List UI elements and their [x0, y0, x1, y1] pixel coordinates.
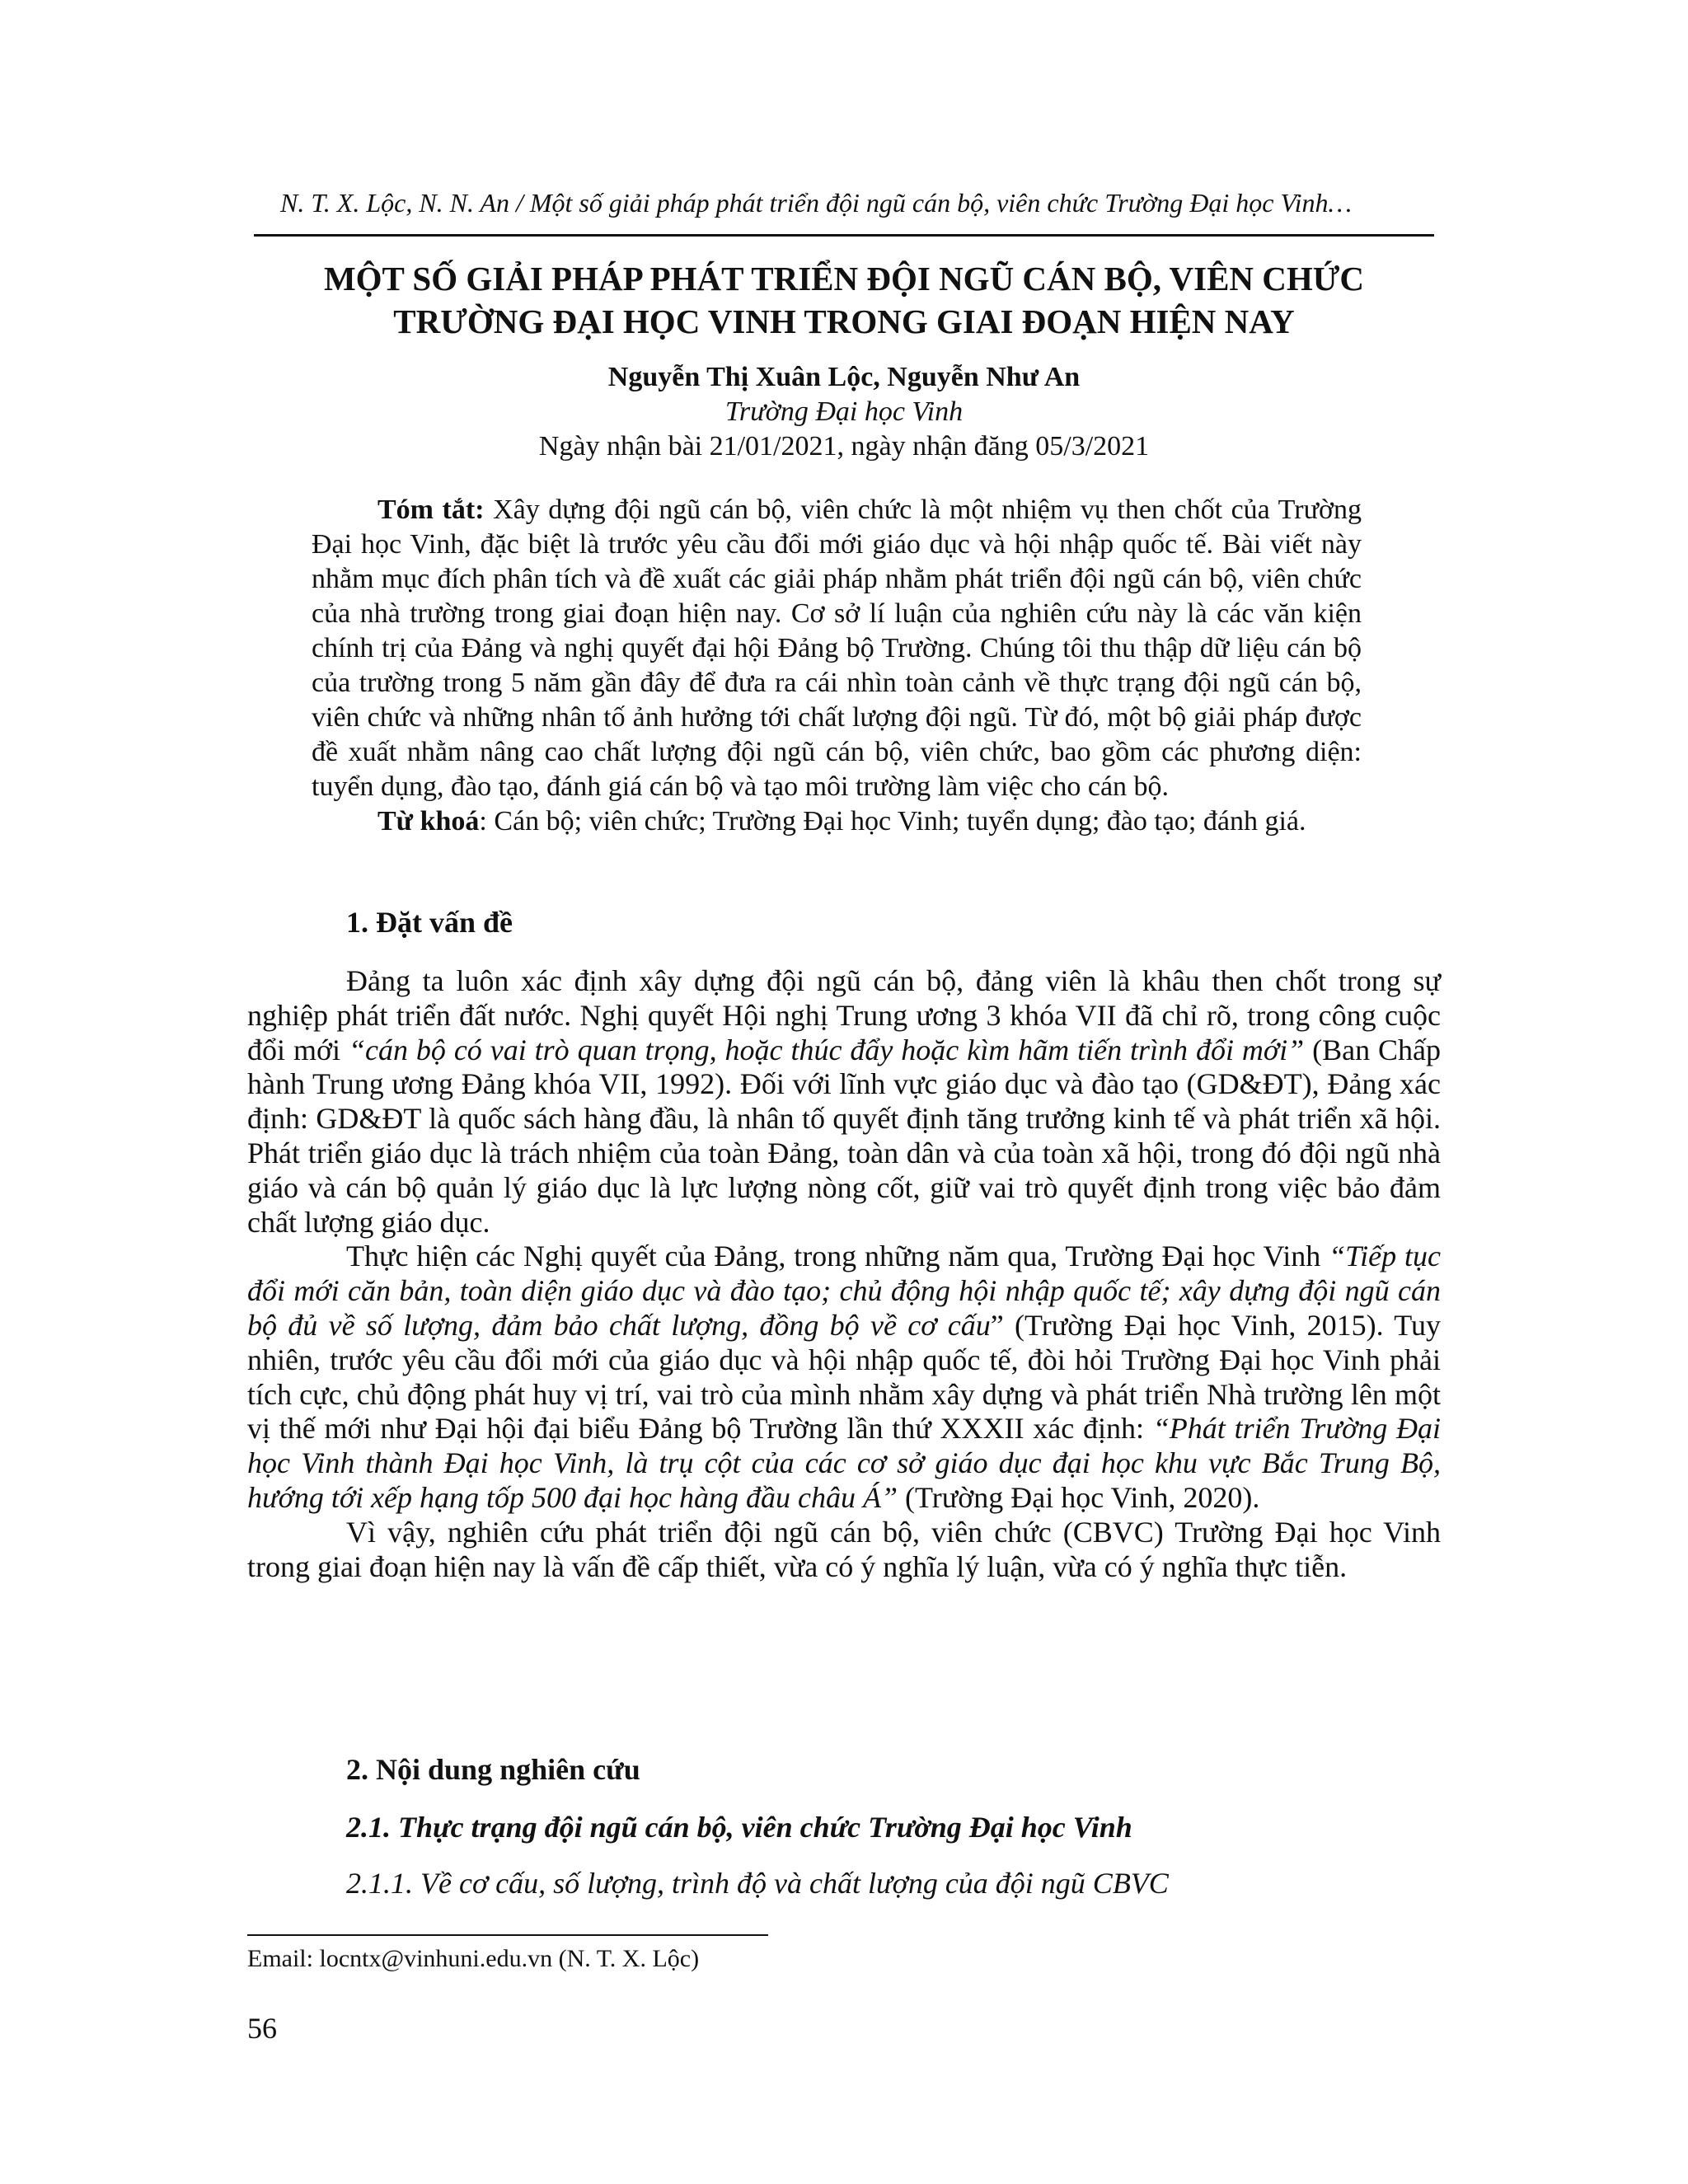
body-paragraph — [247, 1240, 1441, 1515]
running-head: N. T. X. Lộc, N. N. An / Một số giải pháp phát triển đội ngũ cán bộ, viên chức Trường Đại học Vinh… — [280, 188, 1352, 218]
p2-text-b: ” (Trường Đại học Vinh, 2015). Tuy nhiên, trước yêu cầu đổi mới của giáo dục và hội nhập quốc tế, đòi hỏi Trường Đại học Vinh phải tích cực, chủ động phát huy vị trí, vai trò của mình nhằm xây dựng và phát triển Nhà trường lên một vị thế mới như Đại hội đại biểu Đảng bộ Trường lần thứ XXXII xác định: — [247, 1308, 1441, 1446]
footnote-email: Email: locntx@vinhuni.edu.vn (N. T. X. Lộc) — [247, 1945, 700, 1972]
p1-quote: “cán bộ có vai trò quan trọng, hoặc thúc đẩy hoặc kìm hãm tiến trình đổi mới” — [348, 1033, 1305, 1066]
p2-quote-1: “Tiếp tục đổi mới căn bản, toàn diện giáo dục và đào tạo; chủ động hội nhập quốc tế; xây dựng đội ngũ cán bộ đủ về số lượng, đảm bảo chất lượng, đồng bộ về cơ cấu — [247, 1240, 1441, 1342]
body-paragraph: Vì vậy, nghiên cứu phát triển đội ngũ cán bộ, viên chức (CBVC) Trường Đại học Vinh trong giai đoạn hiện nay là vấn đề cấp thiết, vừa có ý nghĩa lý luận, vừa có ý nghĩa thực tiễn. — [247, 1515, 1441, 1583]
article-title — [247, 257, 1441, 343]
keywords-text: : Cán bộ; viên chức; Trường Đại học Vinh; tuyển dụng; đào tạo; đánh giá. — [479, 806, 1306, 837]
abstract-text: Xây dựng đội ngũ cán bộ, viên chức là một nhiệm vụ then chốt của Trường Đại học Vinh, đặc biệt là trước yêu cầu đổi mới giáo dục và hội nhập quốc tế. Bài viết này nhằm mục đích phân tích và đề xuất các giải pháp nhằm phát triển đội ngũ cán bộ, viên chức của nhà trường trong giai đoạn hiện nay. Cơ sở lí luận của nghiên cứu này là các văn kiện chính trị của Đảng và nghị quyết đại hội Đảng bộ Trường. Chúng tôi thu thập dữ liệu cán bộ của trường trong 5 năm gần đây để đưa ra cái nhìn toàn cảnh về thực trạng đội ngũ cán bộ, viên chức và những nhân tố ảnh hưởng tới chất lượng đội ngũ. Từ đó, một bộ giải pháp được đề xuất nhằm nâng cao chất lượng đội ngũ cán bộ, viên chức, bao gồm các phương diện: tuyển dụng, đào tạo, đánh giá cán bộ và tạo môi trường làm việc cho cán bộ. — [312, 494, 1362, 802]
p1-text-a: Đảng ta luôn xác định xây dựng đội ngũ cán bộ, đảng viên là khâu then chốt trong sự nghiệp phát triển đất nước. Nghị quyết Hội nghị Trung ương 3 khóa VII đã chỉ rõ, trong công cuộc đổi mới — [247, 964, 1441, 1066]
p2-quote-2: “Phát triển Trường Đại học Vinh thành Đại học Vinh, là trụ cột của các cơ sở giáo dục đại học khu vực Bắc Trung Bộ, hướng tới xếp hạng tốp 500 đại học hàng đầu châu Á” — [247, 1412, 1441, 1514]
p2-text-c: (Trường Đại học Vinh, 2020). — [898, 1480, 1260, 1514]
keywords-paragraph — [312, 804, 1362, 839]
header-rule — [254, 234, 1434, 237]
section-2-heading: 2. Nội dung nghiên cứu — [346, 1753, 640, 1786]
footnote-rule — [247, 1934, 768, 1936]
title-line-1: MỘT SỐ GIẢI PHÁP PHÁT TRIỂN ĐỘI NGŨ CÁN BỘ, VIÊN CHỨC — [323, 260, 1365, 298]
abstract-label: Tóm tắt: — [377, 494, 485, 525]
keywords-label: Từ khoá — [377, 806, 480, 837]
authors: Nguyễn Thị Xuân Lộc, Nguyễn Như An — [607, 362, 1081, 392]
received-dates: Ngày nhận bài 21/01/2021, ngày nhận đăng 05/3/2021 — [538, 431, 1150, 462]
title-line-2: TRƯỜNG ĐẠI HỌC VINH TRONG GIAI ĐOẠN HIỆN NAY — [393, 302, 1295, 340]
abstract — [312, 493, 1362, 839]
page-number: 56 — [247, 2012, 277, 2045]
p2-text-a: Thực hiện các Nghị quyết của Đảng, trong những năm qua, Trường Đại học Vinh — [346, 1240, 1329, 1273]
section-1-body — [247, 964, 1441, 1584]
subsection-2-1-1-heading: 2.1.1. Về cơ cấu, số lượng, trình độ và chất lượng của đội ngũ CBVC — [346, 1867, 1169, 1900]
subsection-2-1-heading: 2.1. Thực trạng đội ngũ cán bộ, viên chức Trường Đại học Vinh — [346, 1811, 1132, 1844]
abstract-paragraph — [312, 493, 1362, 804]
affiliation: Trường Đại học Vinh — [724, 396, 964, 427]
section-1-heading: 1. Đặt vấn đề — [346, 906, 513, 939]
body-paragraph — [247, 964, 1441, 1240]
p1-text-b: (Ban Chấp hành Trung ương Đảng khóa VII, 1992). Đối với lĩnh vực giáo dục và đào tạo (GD&ĐT), Đảng xác định: GD&ĐT là quốc sách hàng đầu, là nhân tố quyết định tăng trưởng kinh tế và phát triển xã hội. Phát triển giáo dục là trách nhiệm của toàn Đảng, toàn dân và của toàn xã hội, trong đó đội ngũ nhà giáo và cán bộ quản lý giáo dục là lực lượng nòng cốt, giữ vai trò quyết định trong việc bảo đảm chất lượng giáo dục. — [247, 1033, 1442, 1239]
